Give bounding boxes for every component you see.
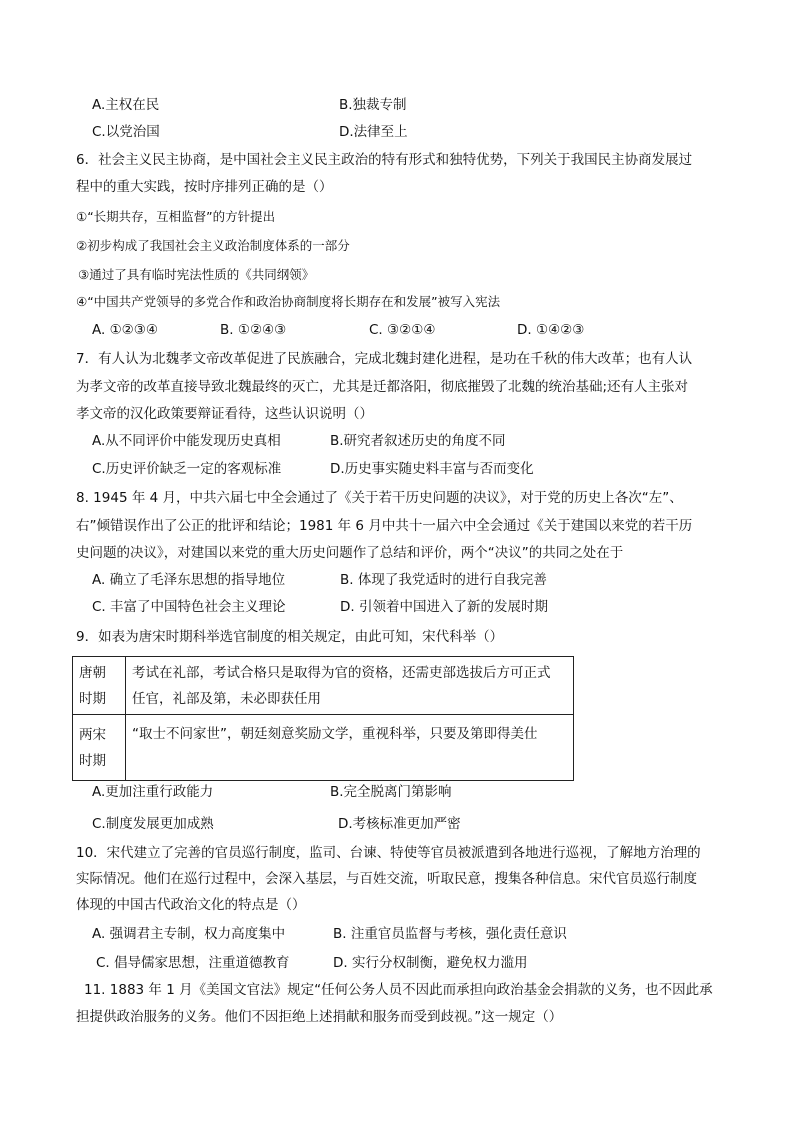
q10-option-c: C. 倡导儒家思想，注重道德教育 (96, 955, 290, 971)
q9-option-a: A.更加注重行政能力 (92, 784, 214, 800)
q11-stem-line-1: 11. 1883 年 1 月《美国文官法》规定“任何公务人员不因此而承担向政治基金会捐款的义务，也不因此承 (84, 982, 713, 998)
q7-option-a: A.从不同评价中能发现历史真相 (92, 433, 281, 449)
q8-option-d: D. 引领着中国进入了新的发展时期 (340, 599, 548, 615)
table-cell-content (126, 715, 574, 781)
q10-option-d: D. 实行分权制衡，避免权力滥用 (333, 955, 528, 971)
table-cell-content (126, 657, 574, 715)
q6-item-4: ④“中国共产党领导的多党合作和政治协商制度将长期存在和发展”被写入宪法 (76, 294, 501, 309)
q9-option-c: C.制度发展更加成熟 (92, 816, 214, 832)
q8-option-a: A. 确立了毛泽东思想的指导地位 (92, 572, 286, 588)
table-row (73, 657, 574, 715)
q7-option-c: C.历史评价缺乏一定的客观标准 (92, 461, 282, 477)
q7-option-b: B.研究者叙述历史的角度不同 (330, 433, 506, 449)
q8-stem-line-2: 右”倾错误作出了公正的批评和结论；1981 年 6 月中共十一届六中全会通过《关于建国以来党的若干历 (76, 518, 693, 534)
q6-stem-line-1: 6．社会主义民主协商，是中国社会主义民主政治的特有形式和独特优势，下列关于我国民主协商发展过 (76, 152, 693, 168)
table-cell-period (73, 657, 126, 715)
q5-option-c: C.以党治国 (92, 124, 160, 140)
q6-option-b: B. ①②④③ (220, 322, 287, 338)
q6-option-a: A. ①②③④ (92, 322, 158, 338)
q7-option-d: D.历史事实随史料丰富与否而变化 (330, 461, 534, 477)
q10-option-b: B. 注重官员监督与考核，强化责任意识 (333, 926, 567, 942)
content-line: “取士不问家世”，朝廷刻意奖励文学，重视科举，只要及第即得美仕 (132, 726, 538, 742)
period-line: 两宋 (79, 726, 106, 743)
q9-table (72, 656, 574, 781)
period-line: 时期 (79, 690, 106, 707)
content-line: 考试在礼部，考试合格只是取得为官的资格，还需吏部选拔后方可正式 (132, 664, 551, 681)
q5-option-b: B.独裁专制 (339, 97, 407, 113)
q8-option-c: C. 丰富了中国特色社会主义理论 (92, 599, 286, 615)
q5-option-d: D.法律至上 (339, 124, 408, 140)
q7-stem-line-3: 孝文帝的汉化政策要辩证看待，这些认识说明（） (76, 406, 373, 422)
q9-stem: 9．如表为唐宋时期科举选官制度的相关规定，由此可知，宋代科举（） (76, 629, 504, 645)
q8-stem-line-3: 史问题的决议》，对建国以来党的重大历史问题作了总结和评价，两个“决议”的共同之处在于 (76, 545, 624, 561)
q8-stem-line-1: 8. 1945 年 4 月，中共六届七中全会通过了《关于若干历史问题的决议》，对于党的历史上各次“左”、 (76, 490, 683, 506)
q6-item-2: ②初步构成了我国社会主义政治制度体系的一部分 (76, 238, 350, 253)
q6-option-d: D. ①④②③ (517, 322, 585, 338)
q10-option-a: A. 强调君主专制，权力高度集中 (92, 926, 286, 942)
period-line: 时期 (79, 752, 106, 769)
q10-stem-line-3: 体现的中国古代政治文化的特点是（） (76, 897, 306, 913)
q6-item-1: ①“长期共存，互相监督”的方针提出 (76, 209, 276, 224)
q11-stem-line-2: 担提供政治服务的义务。他们不因拒绝上述捐献和服务而受到歧视。”这一规定（） (76, 1009, 563, 1025)
q10-stem-line-1: 10．宋代建立了完善的官员巡行制度，监司、台谏、特使等官员被派遣到各地进行巡视，了解地方治理的 (76, 845, 701, 861)
period-line: 唐朝 (79, 664, 106, 681)
table-row (73, 715, 574, 781)
q9-option-b: B.完全脱离门第影响 (330, 784, 452, 800)
table-cell-period (73, 715, 126, 781)
q6-item-3: ③通过了具有临时宪法性质的《共同纲领》 (78, 267, 315, 282)
q9-option-d: D.考核标准更加严密 (338, 816, 461, 832)
content-line: 任官，礼部及第，未必即获任用 (132, 690, 321, 707)
q7-stem-line-2: 为孝文帝的改革直接导致北魏最终的灭亡，尤其是迁都洛阳，彻底摧毁了北魏的统治基础;还有人主张对 (76, 379, 689, 395)
q7-stem-line-1: 7．有人认为北魏孝文帝改革促进了民族融合，完成北魏封建化进程，是功在千秋的伟大改革；也有人认 (76, 351, 693, 367)
q8-option-b: B. 体现了我党适时的进行自我完善 (340, 572, 547, 588)
q10-stem-line-2: 实际情况。他们在巡行过程中，会深入基层，与百姓交流，听取民意，搜集各种信息。宋代官员巡行制度 (76, 871, 697, 887)
q6-option-c: C. ③②①④ (369, 322, 436, 338)
q5-option-a: A.主权在民 (92, 97, 160, 113)
q6-stem-line-2: 程中的重大实践，按时序排列正确的是（） (76, 179, 333, 195)
